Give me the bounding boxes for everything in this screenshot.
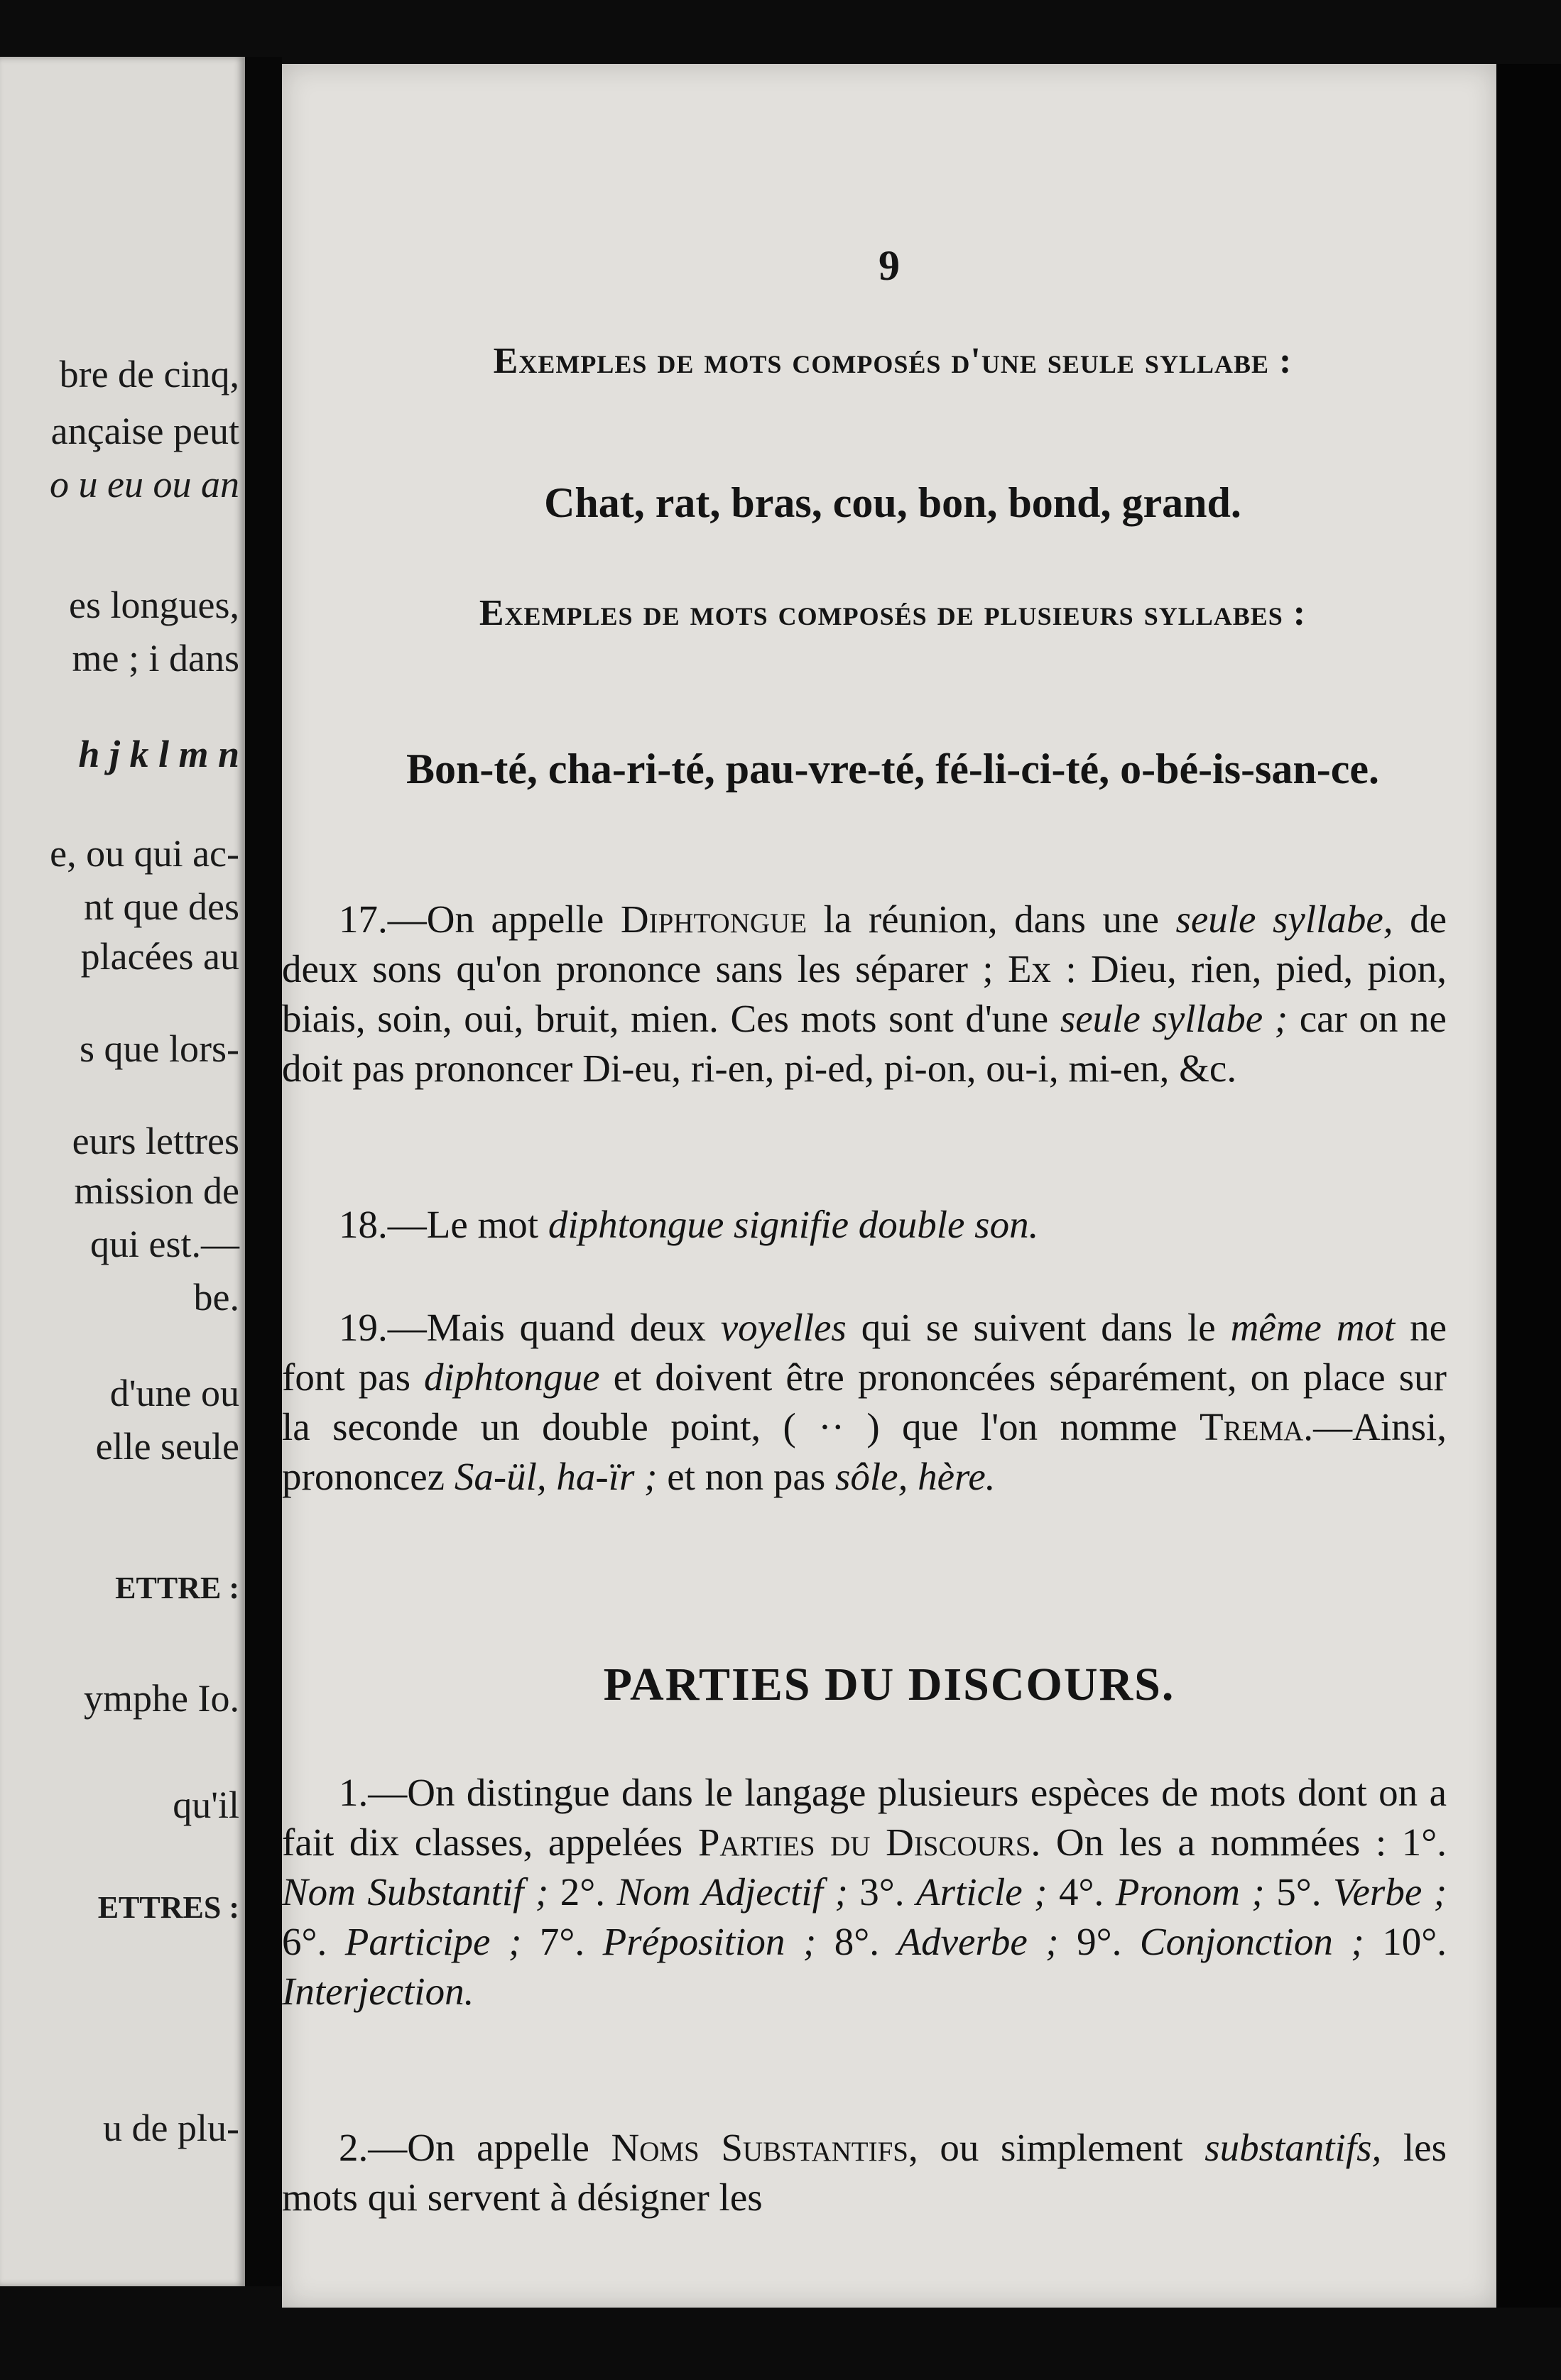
- left-fragment-line: es longues,: [69, 584, 239, 626]
- left-fragment-line: placées au: [80, 935, 239, 978]
- left-fragment-line: ETTRE :: [115, 1571, 239, 1605]
- paragraph-18: 18.—Le mot diphtongue signifie double son.: [339, 1203, 1039, 1246]
- examples-multi-syllable: Bon-té, cha-ri-té, pau-vre-té, fé-li-ci-té, o-bé-is-san-ce.: [406, 746, 1380, 792]
- left-page-fragment: [0, 57, 245, 2286]
- left-fragment-line: e, ou qui ac-: [50, 832, 239, 875]
- left-fragment-line: ETTRES :: [97, 1890, 239, 1925]
- page-number: 9: [879, 242, 900, 289]
- left-fragment-line: elle seule: [95, 1425, 239, 1468]
- left-fragment-line: eurs lettres: [72, 1120, 239, 1162]
- left-fragment-line: d'une ou: [109, 1372, 239, 1414]
- left-fragment-line: s que lors-: [80, 1027, 239, 1070]
- left-fragment-line: me ; i dans: [72, 637, 239, 679]
- left-fragment-line: o u eu ou an: [50, 463, 239, 506]
- left-fragment-line: qui est.—: [90, 1223, 239, 1265]
- left-fragment-line: be.: [193, 1276, 239, 1319]
- paragraph-19: 19.—Mais quand deux voyelles qui se suivent dans le même mot ne font pas diphtongue et doivent être prononcées séparément, on place sur la seconde un double point, ( ·· ) que l'on nomme Trema.—Ainsi, prononcez Sa-ül, ha-ïr ; et non pas sôle, hère.: [282, 1306, 1447, 1498]
- main-page: [282, 64, 1496, 2308]
- left-fragment-line: h j k l m n: [78, 733, 239, 775]
- left-fragment-line: ymphe Io.: [84, 1677, 239, 1720]
- examples-single-syllable: Chat, rat, bras, cou, bon, bond, grand.: [544, 479, 1241, 526]
- left-fragment-line: nt que des: [84, 885, 239, 928]
- left-fragment-line: u de plu-: [103, 2107, 239, 2149]
- heading-multi-syllable: Exemples de mots composés de plusieurs syllabes :: [479, 593, 1307, 633]
- section-title-parties-du-discours: PARTIES DU DISCOURS.: [603, 1659, 1175, 1710]
- book-gutter: [245, 57, 282, 2286]
- paragraph-2: 2.—On appelle Noms Substantifs, ou simplement substantifs, les mots qui servent à désigner les: [282, 2126, 1447, 2219]
- left-fragment-line: ançaise peut: [50, 410, 239, 452]
- left-fragment-line: qu'il: [173, 1784, 239, 1826]
- paragraph-17: 17.—On appelle Diphtongue la réunion, dans une seule syllabe, de deux sons qu'on prononce sans les séparer ; Ex : Dieu, rien, pied, pion, biais, soin, oui, bruit, mien. Ces mots sont d'une seule syllabe ; car on ne doit pas prononcer Di-eu, ri-en, pi-ed, pi-on, ou-i, mi-en, &c.: [282, 897, 1447, 1090]
- heading-single-syllable: Exemples de mots composés d'une seule syllabe :: [493, 341, 1293, 381]
- left-fragment-line: mission de: [74, 1169, 239, 1212]
- left-fragment-line: bre de cinq,: [59, 353, 239, 395]
- scan-border-right: [1496, 64, 1561, 2308]
- paragraph-1: 1.—On distingue dans le langage plusieurs espèces de mots dont on a fait dix classes, appelées Parties du Discours. On les a nommées : 1°. Nom Substantif ; 2°. Nom Adjectif ; 3°. Article ; 4°. Pronom ; 5°. Verbe ; 6°. Participe ; 7°. Préposition ; 8°. Adverbe ; 9°. Conjonction ; 10°. Interjection.: [282, 1771, 1447, 2013]
